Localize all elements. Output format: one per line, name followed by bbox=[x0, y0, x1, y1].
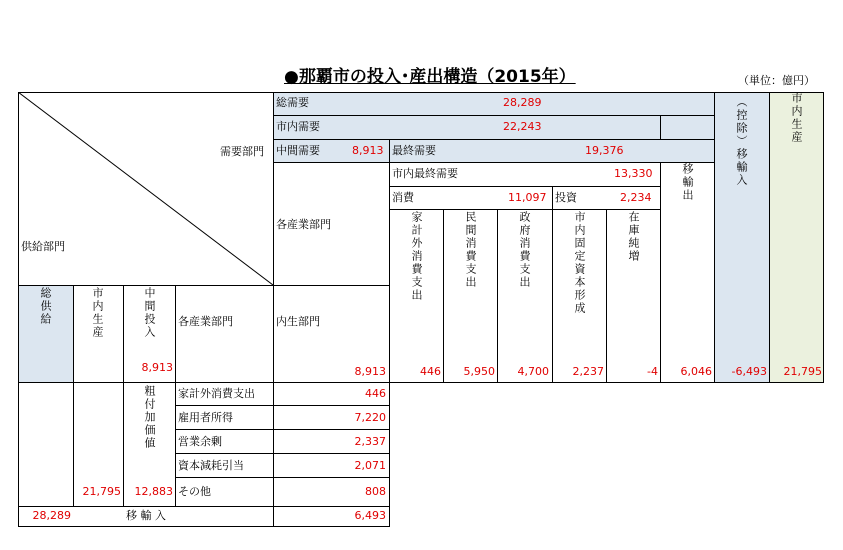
page-title: ●那覇市の投入･産出構造（2015年） bbox=[284, 67, 576, 87]
intermediate-total-value: 8,913 bbox=[354, 365, 386, 378]
final-col-private-consumption: 民間消費支出 bbox=[464, 211, 477, 289]
city-demand-label: 市内需要 bbox=[276, 120, 320, 133]
line bbox=[660, 115, 661, 139]
value-city-production: 21,795 bbox=[783, 365, 822, 378]
final-col-fixed-capital: 市内固定資本形成 bbox=[573, 211, 586, 315]
line bbox=[73, 285, 74, 506]
intermediate-input-value: 8,913 bbox=[141, 361, 173, 374]
line bbox=[273, 139, 714, 140]
value-private-consumption: 5,950 bbox=[463, 365, 495, 378]
line bbox=[714, 92, 715, 382]
line bbox=[389, 139, 390, 382]
line bbox=[769, 92, 770, 382]
va-row-label: 雇用者所得 bbox=[178, 411, 233, 424]
city-final-demand-value: 13,330 bbox=[614, 167, 653, 180]
city-final-demand-label: 市内最終需要 bbox=[392, 167, 458, 180]
consumption-label: 消費 bbox=[392, 191, 414, 204]
va-row-value: 2,337 bbox=[354, 435, 386, 448]
line bbox=[606, 209, 607, 382]
value-export: 6,046 bbox=[680, 365, 712, 378]
internal-production-label: 内生部門 bbox=[276, 315, 320, 328]
va-row-value: 446 bbox=[365, 387, 386, 400]
total-demand-value: 28,289 bbox=[503, 96, 542, 109]
intermediate-demand-value: 8,913 bbox=[352, 144, 384, 157]
import-label: （控除）移輸入 bbox=[735, 96, 748, 187]
va-row-label: その他 bbox=[178, 485, 211, 498]
line bbox=[273, 115, 714, 116]
line bbox=[18, 506, 390, 507]
va-row-label: 資本減耗引当 bbox=[178, 459, 244, 472]
city-production-label: 市内生産 bbox=[790, 92, 803, 144]
line bbox=[123, 285, 124, 506]
total-supply-value: 28,289 bbox=[32, 509, 71, 522]
demand-sector-label: 需要部門 bbox=[220, 145, 264, 158]
final-col-government-consumption: 政府消費支出 bbox=[518, 211, 531, 289]
intermediate-input-label: 中間投入 bbox=[143, 287, 156, 339]
export-label: 移輸出 bbox=[681, 163, 694, 202]
total-supply-label: 総供給 bbox=[39, 287, 52, 326]
line bbox=[660, 162, 661, 382]
value-import: -6,493 bbox=[731, 365, 767, 378]
supply-sector-label: 供給部門 bbox=[21, 240, 65, 253]
consumption-value: 11,097 bbox=[508, 191, 547, 204]
va-row-value: 7,220 bbox=[354, 411, 386, 424]
line bbox=[389, 209, 660, 210]
va-row-label: 営業余剰 bbox=[178, 435, 222, 448]
left-city-production-label: 市内生産 bbox=[91, 287, 104, 339]
line bbox=[273, 162, 714, 163]
left-each-industry-label: 各産業部門 bbox=[178, 315, 233, 328]
final-col-inventory: 在庫純増 bbox=[627, 211, 640, 263]
investment-label: 投資 bbox=[555, 191, 577, 204]
value-fixed-capital: 2,237 bbox=[572, 365, 604, 378]
left-city-production-value: 21,795 bbox=[82, 485, 121, 498]
each-industry-header: 各産業部門 bbox=[276, 218, 331, 231]
final-col-household-external: 家計外消費支出 bbox=[410, 211, 423, 302]
line bbox=[552, 186, 553, 382]
corner-diagonal bbox=[18, 92, 273, 285]
value-added-label: 粗付加価値 bbox=[143, 385, 156, 450]
value-household-external: 446 bbox=[420, 365, 441, 378]
import-row-label: 移 輸 入 bbox=[126, 509, 166, 522]
line bbox=[497, 209, 498, 382]
line bbox=[443, 209, 444, 382]
value-government-consumption: 4,700 bbox=[517, 365, 549, 378]
va-row-value: 808 bbox=[365, 485, 386, 498]
va-row-value: 2,071 bbox=[354, 459, 386, 472]
final-demand-label: 最終需要 bbox=[392, 144, 436, 157]
intermediate-demand-label: 中間需要 bbox=[276, 144, 320, 157]
value-added-value: 12,883 bbox=[134, 485, 173, 498]
investment-value: 2,234 bbox=[620, 191, 652, 204]
unit-label: （単位：億円） bbox=[738, 74, 815, 87]
import-row-value: 6,493 bbox=[354, 509, 386, 522]
line bbox=[389, 186, 660, 187]
city-demand-value: 22,243 bbox=[503, 120, 542, 133]
total-demand-label: 総需要 bbox=[276, 96, 309, 109]
final-demand-value: 19,376 bbox=[585, 144, 624, 157]
value-inventory: -4 bbox=[647, 365, 658, 378]
va-row-label: 家計外消費支出 bbox=[178, 387, 255, 400]
